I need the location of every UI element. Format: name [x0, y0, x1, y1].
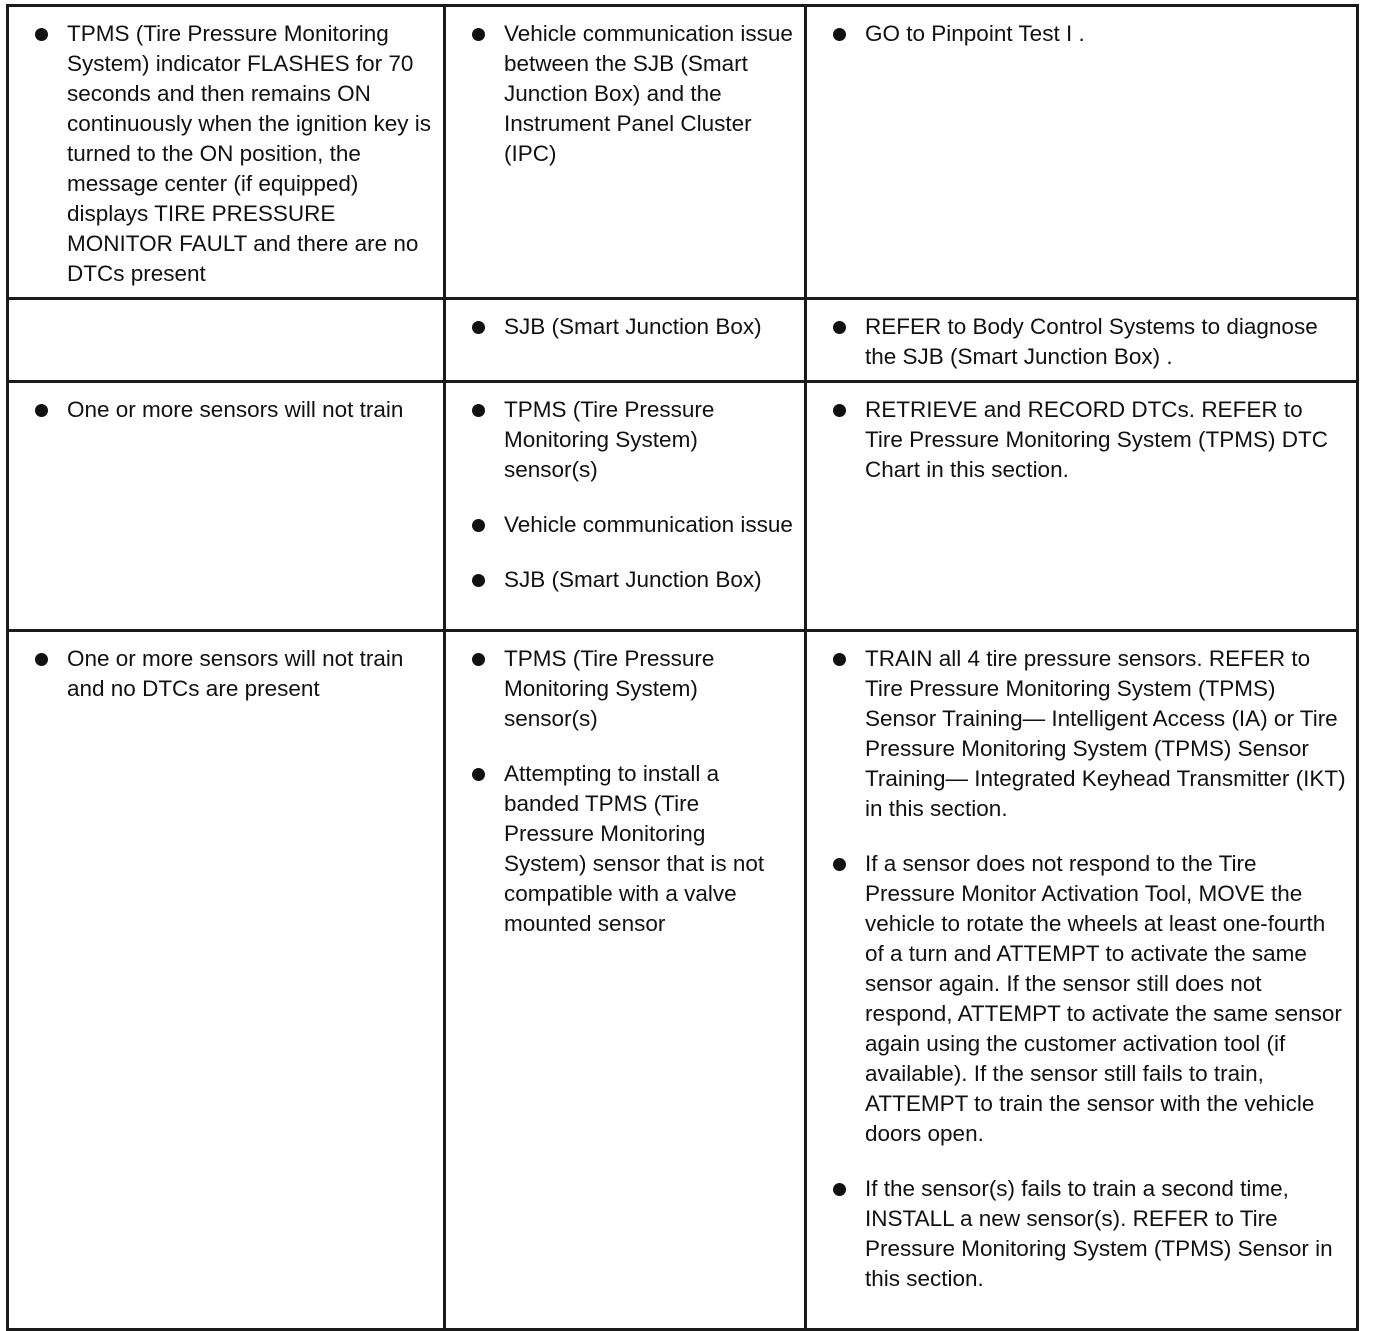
- symptom-cell: [8, 299, 445, 382]
- bullet-icon: [472, 404, 485, 417]
- table-row: [8, 299, 1358, 382]
- list-item: [19, 395, 433, 425]
- bullet-icon: [472, 653, 485, 666]
- cause-cell: [445, 6, 806, 299]
- bullet-icon: [472, 321, 485, 334]
- table-row: [8, 382, 1358, 631]
- bullet-icon: [833, 1183, 846, 1196]
- list-item: [456, 510, 794, 540]
- bullet-icon: [833, 321, 846, 334]
- symptom-text: One or more sensors will not train: [67, 397, 404, 422]
- cause-cell: [445, 631, 806, 1330]
- list-item: [817, 644, 1346, 824]
- cause-cell: [445, 299, 806, 382]
- cause-text: Vehicle communication issue: [504, 512, 793, 537]
- table-row: [8, 631, 1358, 1330]
- action-text: RETRIEVE and RECORD DTCs. REFER to Tire Pressure Monitoring System (TPMS) DTC Chart in this section.: [865, 397, 1328, 482]
- action-text: GO to Pinpoint Test I .: [865, 21, 1085, 46]
- list-item: [456, 644, 794, 734]
- action-cell: [806, 6, 1358, 299]
- bullet-icon: [472, 574, 485, 587]
- symptom-text: One or more sensors will not train and no DTCs are present: [67, 646, 404, 701]
- bullet-icon: [472, 519, 485, 532]
- action-cell: [806, 299, 1358, 382]
- action-cell: [806, 382, 1358, 631]
- bullet-icon: [35, 653, 48, 666]
- list-item: [456, 565, 794, 595]
- list-item: [817, 312, 1346, 372]
- diagnostic-table: [6, 4, 1359, 1331]
- cause-text: TPMS (Tire Pressure Monitoring System) sensor(s): [504, 646, 715, 731]
- bullet-icon: [833, 858, 846, 871]
- list-item: [19, 19, 433, 289]
- bullet-icon: [472, 768, 485, 781]
- bullet-icon: [472, 28, 485, 41]
- symptom-cell: [8, 631, 445, 1330]
- bullet-icon: [833, 404, 846, 417]
- list-item: [817, 1174, 1346, 1294]
- cause-text: SJB (Smart Junction Box): [504, 314, 762, 339]
- list-item: [456, 395, 794, 485]
- cause-text: TPMS (Tire Pressure Monitoring System) sensor(s): [504, 397, 715, 482]
- list-item: [817, 19, 1346, 49]
- cause-text: Vehicle communication issue between the SJB (Smart Junction Box) and the Instrument Panel Cluster (IPC): [504, 21, 793, 166]
- bullet-icon: [35, 404, 48, 417]
- symptom-text: TPMS (Tire Pressure Monitoring System) indicator FLASHES for 70 seconds and then remains ON continuously when the ignition key is turned to the ON position, the message center (if equipped) displays TIRE PRESSURE MONITOR FAULT and there are no DTCs present: [67, 21, 431, 286]
- list-item: [456, 19, 794, 169]
- action-text: If a sensor does not respond to the Tire Pressure Monitor Activation Tool, MOVE the vehicle to rotate the wheels at least one-fourth of a turn and ATTEMPT to activate the same sensor again. If the sensor still does not respond, ATTEMPT to activate the same sensor again using the customer activation tool (if available). If the sensor still fails to train, ATTEMPT to train the sensor with the vehicle doors open.: [865, 851, 1342, 1146]
- list-item: [817, 395, 1346, 485]
- symptom-cell: [8, 6, 445, 299]
- table-row: [8, 6, 1358, 299]
- symptom-cell: [8, 382, 445, 631]
- list-item: [456, 312, 794, 342]
- list-item: [817, 849, 1346, 1149]
- action-text: If the sensor(s) fails to train a second time, INSTALL a new sensor(s). REFER to Tire Pressure Monitoring System (TPMS) Sensor in this section.: [865, 1176, 1333, 1291]
- bullet-icon: [35, 28, 48, 41]
- bullet-icon: [833, 28, 846, 41]
- cause-text: SJB (Smart Junction Box): [504, 567, 762, 592]
- action-cell: [806, 631, 1358, 1330]
- bullet-icon: [833, 653, 846, 666]
- action-text: REFER to Body Control Systems to diagnose the SJB (Smart Junction Box) .: [865, 314, 1318, 369]
- action-text: TRAIN all 4 tire pressure sensors. REFER to Tire Pressure Monitoring System (TPMS) Sensor Training— Intelligent Access (IA) or Tire Pressure Monitoring System (TPMS) Sensor Training— Integrated Keyhead Transmitter (IKT) in this section.: [865, 646, 1346, 821]
- list-item: [456, 759, 794, 939]
- list-item: [19, 644, 433, 704]
- cause-cell: [445, 382, 806, 631]
- cause-text: Attempting to install a banded TPMS (Tire Pressure Monitoring System) sensor that is not compatible with a valve mounted sensor: [504, 761, 765, 936]
